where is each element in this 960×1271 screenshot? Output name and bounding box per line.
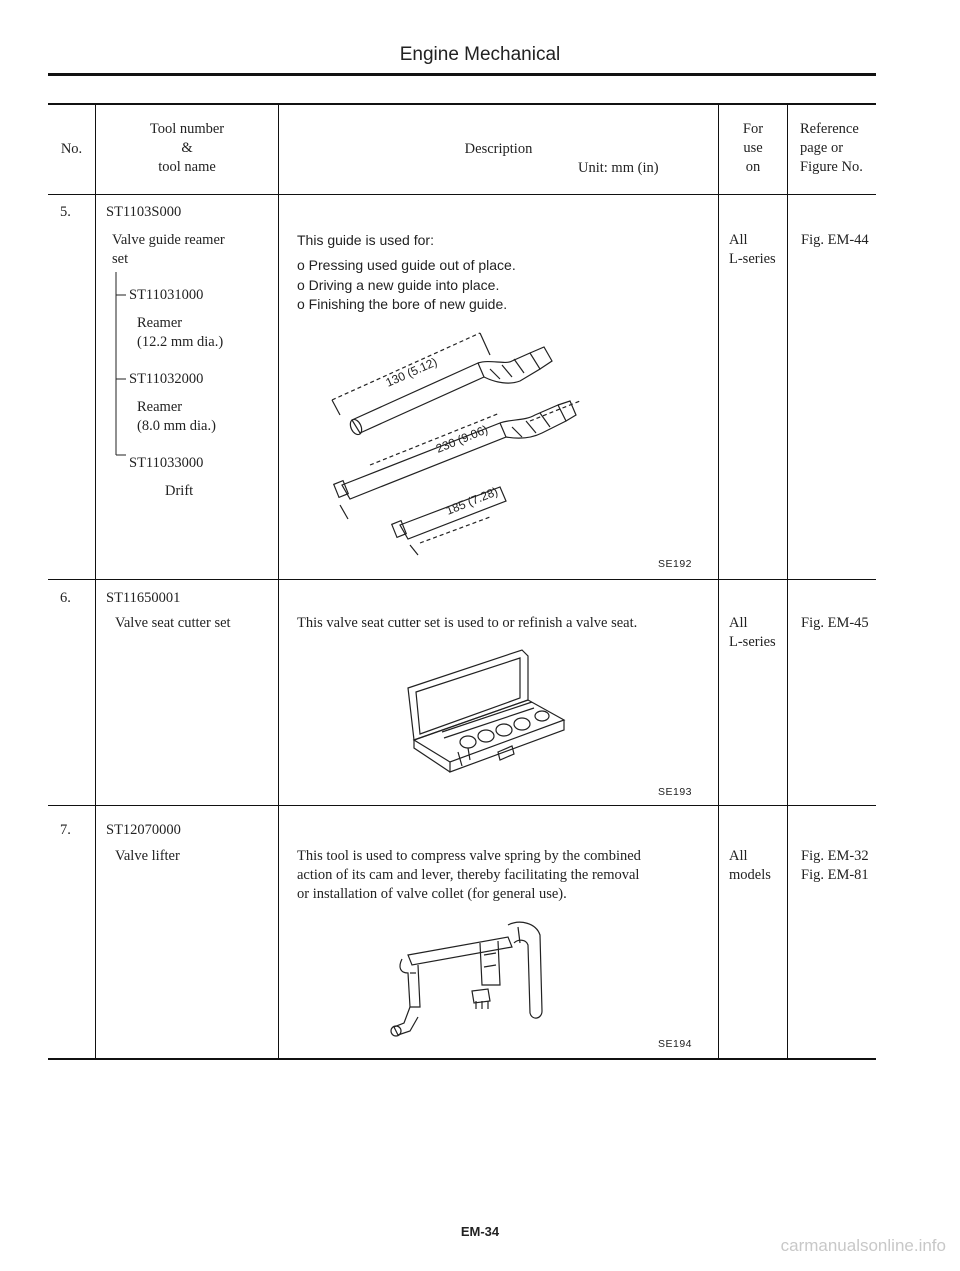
row6-description: This valve seat cutter set is used to or refinish a valve seat. (297, 615, 638, 631)
row7-use (729, 847, 771, 885)
row5-ref: Fig. EM-44 (801, 232, 869, 248)
reamer-set-illustration (330, 325, 590, 555)
row7-no: 7. (60, 822, 71, 838)
sub-tool-2-number: ST11032000 (129, 371, 204, 387)
dim-label-3: 185 (7.28) (443, 484, 500, 518)
header-tool (96, 120, 278, 177)
row7-figure-code: SE194 (658, 1038, 693, 1050)
row5-tool-number: ST1103S000 (106, 204, 182, 220)
row5-no: 5. (60, 204, 71, 220)
row5-use (729, 231, 776, 269)
col-divider-3 (718, 103, 719, 1059)
cutter-set-illustration (402, 648, 572, 773)
title-rule (48, 73, 876, 76)
header-use (719, 120, 787, 177)
dim-label-1: 130 (5.12) (383, 354, 440, 390)
sub-tool-3-name: Drift (165, 483, 194, 499)
header-ref-line3: Figure No. (800, 159, 863, 175)
header-ref-line1: Reference (800, 121, 859, 137)
header-bottom-rule (48, 194, 876, 195)
header-tool-line3: tool name (158, 159, 216, 175)
row6-ref: Fig. EM-45 (801, 615, 869, 631)
sub-tool-3-number: ST11033000 (129, 455, 204, 471)
sub-tool-1-name-line2: (12.2 mm dia.) (137, 334, 224, 350)
header-use-line1: For (742, 121, 764, 137)
table-bottom-rule (48, 1058, 876, 1060)
row6-figure-code: SE193 (658, 786, 693, 798)
col-divider-1 (95, 103, 96, 1059)
row5-use-line2: L-series (729, 251, 776, 267)
row5-description-item-2: o Driving a new guide into place. (297, 276, 500, 293)
sub-tool-2-name-line2: (8.0 mm dia.) (137, 418, 216, 434)
row7-ref-line1: Fig. EM-32 (801, 848, 869, 864)
row6-bottom-rule (48, 805, 876, 806)
valve-lifter-illustration (388, 915, 558, 1040)
row6-use (729, 614, 776, 652)
row7-description-line1: This tool is used to compress valve spring by the combined (297, 848, 641, 864)
row5-tool-name (112, 231, 272, 269)
row5-use-line1: All (729, 232, 748, 248)
row5-tool-name-line2: set (112, 251, 129, 267)
sub-tool-1-name-line1: Reamer (137, 315, 183, 331)
header-use-line3: on (745, 159, 761, 175)
dim-label-2: 230 (9.06) (433, 422, 490, 456)
row7-use-line2: models (729, 867, 771, 883)
row5-description-list (297, 256, 516, 315)
row6-tool-number: ST11650001 (106, 590, 181, 606)
row5-description-item-3: o Finishing the bore of new guide. (297, 296, 508, 312)
header-description: Description (464, 141, 533, 157)
row6-no: 6. (60, 590, 71, 606)
col-divider-4 (787, 103, 788, 1059)
row7-ref (801, 847, 869, 885)
sub-tool-2-name-line1: Reamer (137, 399, 183, 415)
row5-figure-code: SE192 (658, 558, 693, 570)
col-divider-2 (278, 103, 279, 1059)
row6-tool-name: Valve seat cutter set (115, 615, 231, 631)
watermark: carmanualsonline.info (780, 1236, 946, 1255)
row5-description-intro: This guide is used for: (297, 232, 434, 248)
sub-tool-2-name (137, 398, 216, 436)
header-tool-line2: & (181, 140, 193, 156)
row7-description (297, 847, 641, 904)
table-top-rule (48, 103, 876, 105)
header-tool-line1: Tool number (149, 121, 225, 137)
row7-use-line1: All (729, 848, 748, 864)
row6-use-line1: All (729, 615, 748, 631)
row5-bottom-rule (48, 579, 876, 580)
row7-tool-name: Valve lifter (115, 848, 180, 864)
header-unit: Unit: mm (in) (578, 160, 659, 176)
header-ref (800, 120, 880, 177)
row5-description-item-1: o Pressing used guide out of place. (297, 257, 516, 273)
row7-ref-line2: Fig. EM-81 (801, 867, 869, 883)
row7-description-line2: action of its cam and lever, thereby facilitating the removal (297, 867, 640, 883)
row6-use-line2: L-series (729, 634, 776, 650)
header-no: No. (60, 141, 83, 157)
sub-tool-1-name (137, 314, 223, 352)
row7-description-line3: or installation of valve collet (for general use). (297, 886, 567, 902)
page-number: EM-34 (460, 1224, 500, 1239)
header-use-line2: use (743, 140, 763, 156)
row5-tool-name-line1: Valve guide reamer (112, 232, 225, 248)
header-ref-line2: page or (800, 140, 844, 156)
sub-tool-1-number: ST11031000 (129, 287, 204, 303)
row7-tool-number: ST12070000 (106, 822, 181, 838)
page-title: Engine Mechanical (399, 44, 561, 65)
